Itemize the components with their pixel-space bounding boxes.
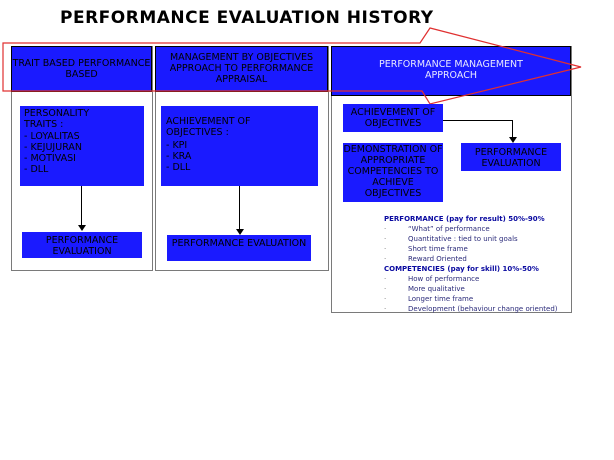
column-2-header [155,46,328,92]
performance-item [384,244,568,254]
column-2-evaluation-label: PERFORMANCE EVALUATION [171,238,307,249]
competencies-item [384,294,568,304]
column-1-criteria-title: PERSONALITY TRAITS : [24,108,90,130]
bullet-icon: · [384,305,387,313]
performance-item [384,254,568,264]
bullet-icon: · [384,255,387,263]
column-1-evaluation-label: PERFORMANCE EVALUATION [45,235,119,257]
column-2-evaluation-box [167,235,311,261]
column-3-connector-vertical [512,120,513,138]
performance-item [384,234,568,244]
performance-heading: PERFORMANCE (pay for result) 50%-90% [384,215,545,223]
column-3-demonstration-label: DEMONSTRATION OF APPROPRIATE COMPETENCIES TO ACHIEVE OBJECTIVES [343,144,443,199]
column-1-header [11,46,152,92]
column-1-criteria-item: - KEJUJURAN [24,142,83,153]
page-title: PERFORMANCE EVALUATION HISTORY [60,8,434,28]
bullet-icon: · [384,235,387,243]
competencies-item [384,274,568,284]
column-1-criteria-item: - LOYALITAS [24,131,80,142]
column-3-connector-horizontal [443,120,513,121]
column-1-criteria-item: - DLL [24,164,49,175]
arrow-down-icon [78,225,86,231]
column-2-criteria-title: ACHIEVEMENT OF OBJECTIVES : [166,116,251,138]
performance-item [384,224,568,234]
column-3-header-label: PERFORMANCE MANAGEMENT APPROACH [379,59,523,81]
performance-item-text: Short time frame [408,245,468,253]
performance-item-text: Reward Oriented [408,255,467,263]
column-2-arrow-line [239,186,240,230]
performance-item-text: Quantitative : tied to unit goals [408,235,518,243]
column-3-achievement-label: ACHIEVEMENT OF OBJECTIVES [350,107,436,129]
column-2-criteria-item: - DLL [166,162,191,173]
column-1-criteria-box [20,106,144,186]
competencies-item-text: Longer time frame [408,295,474,303]
bullet-icon: · [384,285,387,293]
column-3-demonstration-box [343,143,443,202]
column-1-header-label: TRAIT BASED PERFORMANCE BASED [12,58,151,80]
column-1-evaluation-box [22,232,142,258]
column-2-criteria-box [161,106,318,186]
competencies-item-text: More qualitative [408,285,465,293]
column-3-achievement-box [343,104,443,132]
column-2-header-label: MANAGEMENT BY OBJECTIVES APPROACH TO PERFORMANCE APPRAISAL [169,52,314,85]
competencies-heading: COMPETENCIES (pay for skill) 10%-50% [384,265,539,273]
performance-item-text: “What” of performance [408,225,490,233]
column-3-evaluation-box [461,143,561,171]
competencies-item-text: How of performance [408,275,480,283]
competencies-item-text: Development (behaviour change oriented) [408,305,558,313]
column-1-criteria-item: - MOTIVASI [24,153,76,164]
bullet-icon: · [384,245,387,253]
bullet-icon: · [384,275,387,283]
column-2-criteria-item: - KRA [166,151,192,162]
column-3-evaluation-label: PERFORMANCE EVALUATION [474,147,548,169]
column-3-header [331,46,571,96]
column-1-arrow-line [81,186,82,226]
competencies-item [384,304,568,314]
bullet-icon: · [384,225,387,233]
bullet-icon: · [384,295,387,303]
column-2-criteria-item: - KPI [166,140,188,151]
competencies-item [384,284,568,294]
column-3-details [384,214,568,314]
